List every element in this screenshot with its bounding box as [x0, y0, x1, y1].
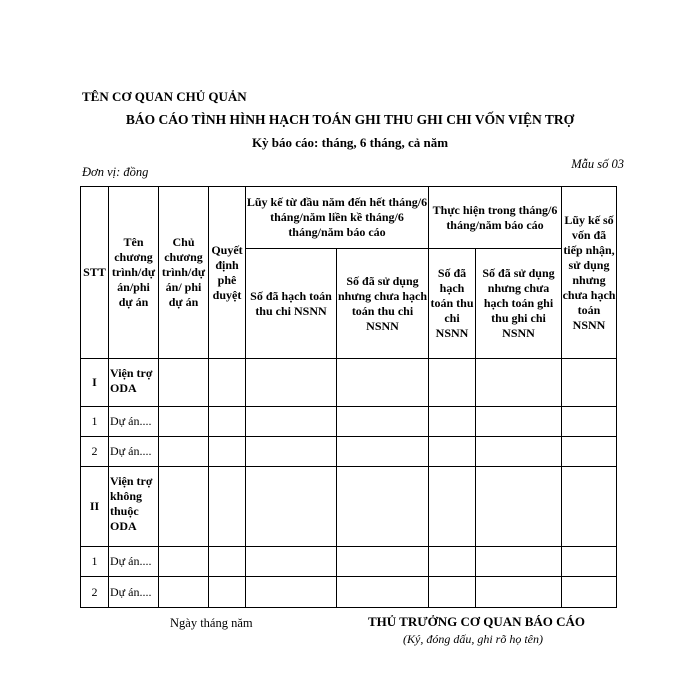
cell [562, 359, 617, 407]
cell [246, 437, 337, 467]
row-stt: 2 [81, 577, 109, 608]
cell [159, 547, 209, 577]
report-period: Kỳ báo cáo: tháng, 6 tháng, cả năm [251, 135, 449, 150]
cell [159, 359, 209, 407]
cell [562, 437, 617, 467]
cell [209, 359, 246, 407]
row-stt: 1 [81, 407, 109, 437]
cell [429, 437, 476, 467]
cell [476, 467, 562, 547]
cell [476, 407, 562, 437]
table-row [81, 407, 617, 437]
header-cur-used-unaccounted: Số đã sử dụng nhưng chưa hạch toán ghi thu ghi chi NSNN [476, 249, 562, 359]
cell [246, 467, 337, 547]
cell [429, 359, 476, 407]
date-line: Ngày tháng năm [170, 616, 253, 630]
cell [337, 359, 429, 407]
cell [337, 547, 429, 577]
header-stt: STT [81, 187, 109, 359]
cell [562, 407, 617, 437]
cell [209, 437, 246, 467]
table-row [81, 577, 617, 608]
row-name: Viện trợ ODA [109, 359, 159, 407]
table-row [81, 467, 617, 547]
signature-note: (Ký, đóng dấu, ghi rõ họ tên) [403, 632, 543, 646]
table-row [81, 547, 617, 577]
cell [429, 577, 476, 608]
row-stt: 2 [81, 437, 109, 467]
cell [159, 467, 209, 547]
cell [429, 547, 476, 577]
cell [246, 359, 337, 407]
signatory-title: THỦ TRƯỞNG CƠ QUAN BÁO CÁO [368, 614, 586, 629]
cell [246, 577, 337, 608]
cell [159, 437, 209, 467]
cell [246, 547, 337, 577]
table-row [81, 437, 617, 467]
agency-name: TÊN CƠ QUAN CHỦ QUẢN [82, 89, 247, 104]
row-name: Dự án.... [109, 577, 159, 608]
header-program-name: Tên chương trình/dự án/phi dự án [109, 187, 159, 359]
cell [246, 407, 337, 437]
cell [476, 359, 562, 407]
row-stt: I [81, 359, 109, 407]
cell [209, 547, 246, 577]
cell [209, 467, 246, 547]
header-cum-accounted: Số đã hạch toán thu chi NSNN [246, 249, 337, 359]
cell [476, 577, 562, 608]
cell [562, 547, 617, 577]
cell [209, 407, 246, 437]
cell [159, 407, 209, 437]
report-title: BÁO CÁO TÌNH HÌNH HẠCH TOÁN GHI THU GHI CHI VỐN VIỆN TRỢ [125, 112, 575, 127]
header-received-unaccounted: Lũy kế số vốn đã tiếp nhận, sử dụng nhưng chưa hạch toán NSNN [562, 187, 617, 359]
header-cum-used-unaccounted: Số đã sử dụng nhưng chưa hạch toán thu chi NSNN [337, 249, 429, 359]
header-program-owner: Chủ chương trình/dự án/ phi dự án [159, 187, 209, 359]
row-name: Dự án.... [109, 547, 159, 577]
header-current-group: Thực hiện trong tháng/6 tháng/năm báo cáo [429, 187, 562, 249]
cell [429, 467, 476, 547]
row-name: Dự án.... [109, 437, 159, 467]
header-row-1 [81, 187, 617, 249]
row-name: Dự án.... [109, 407, 159, 437]
cell [337, 407, 429, 437]
cell [159, 577, 209, 608]
header-cur-accounted: Số đã hạch toán thu chi NSNN [429, 249, 476, 359]
cell [337, 577, 429, 608]
row-stt: 1 [81, 547, 109, 577]
report-table [80, 186, 617, 608]
form-number: Mẫu số 03 [571, 157, 624, 171]
row-stt: II [81, 467, 109, 547]
cell [429, 407, 476, 437]
cell [337, 467, 429, 547]
row-name: Viện trợ không thuộc ODA [109, 467, 159, 547]
header-cumulative-group: Lũy kế từ đầu năm đến hết tháng/6 tháng/năm liền kề tháng/6 tháng/năm báo cáo [246, 187, 429, 249]
cell [337, 437, 429, 467]
currency-unit: Đơn vị: đồng [82, 165, 149, 179]
header-decision: Quyết định phê duyệt [209, 187, 246, 359]
cell [476, 437, 562, 467]
cell [562, 467, 617, 547]
cell [209, 577, 246, 608]
table-row [81, 359, 617, 407]
cell [562, 577, 617, 608]
cell [476, 547, 562, 577]
